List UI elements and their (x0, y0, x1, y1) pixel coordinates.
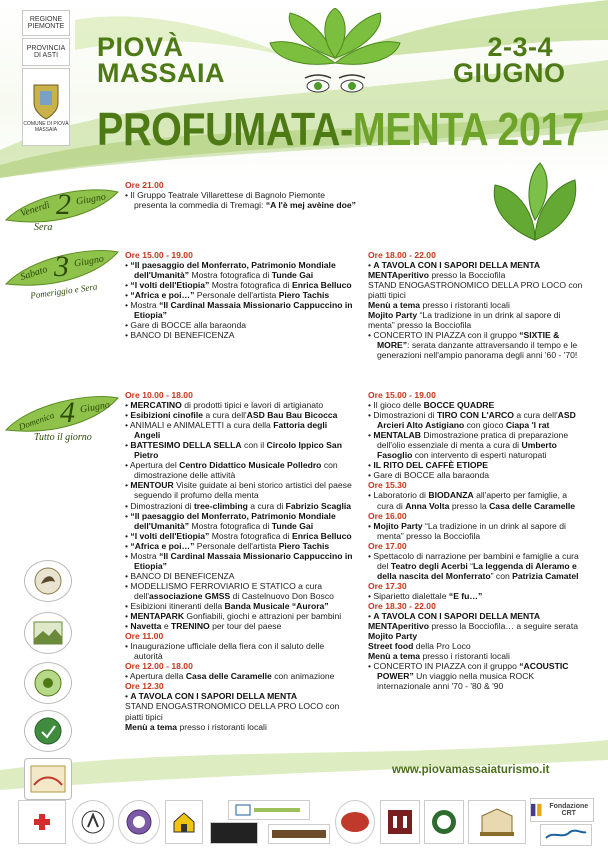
sat-e4b: “Il Cardinal Massaia Missionario Cappuccino in Etiopia” (134, 300, 353, 321)
fondazione-crest-icon (472, 806, 522, 838)
sunday-event-3: • ANIMALI e ANIMALETTI a cura della Fattoria degli Angeli (125, 420, 328, 441)
house-icon (171, 809, 197, 835)
sunday-program-left (125, 390, 355, 732)
partner-logo-4 (24, 710, 72, 752)
sat-r1b: MENTAperitivo (368, 270, 429, 281)
sun-e15b: Gonfiabili, giochi e attrazioni per bambini (184, 611, 342, 622)
saturday-program-right (368, 250, 586, 361)
sunday-event-27: • Spettacolo di narrazione per bambini e famiglie a cura del Teatro degli Acerbi “La leggenda di Aleramo e della nascita del Monferrato” con Patrizia Camatel (368, 550, 579, 581)
sun-e1b: di prodotti tipici e lavori di artigianato (181, 400, 324, 411)
sunday-event-24: • Gare di BOCCE alla baraonda (368, 470, 490, 481)
sun-r1b: BOCCE QUADRE (423, 400, 495, 411)
sun-e17: Inaugurazione ufficiale della fiera con il saluto delle autorità (130, 641, 325, 662)
sun-e19a: A TAVOLA CON I SAPORI DELLA MENTA (130, 691, 298, 702)
sunday-time-2: Ore 11.00 (125, 631, 164, 642)
saturday-day-number: 3 (54, 250, 69, 283)
sunday-time-4: Ore 12.30 (125, 681, 164, 692)
saturday-event-7-details (368, 270, 586, 330)
website-link[interactable]: www.piovamassaiaturismo.it (392, 764, 550, 776)
friday-event-1a: Il Gruppo Teatrale Villarettese di Bagnolo Piemonte (130, 190, 325, 201)
sat-r1e: Menù a tema (368, 300, 421, 311)
sunday-day-label: Domenica (17, 409, 56, 433)
sun-e10c: Piero Tachis (278, 540, 330, 551)
sun-r10h: presso i ristoranti locali (420, 651, 510, 662)
sat-r1d: STAND ENOGASTRONOMICO DELLA PRO LOCO con piatti tipici (368, 280, 583, 301)
sun-r6c: all'aperto per famiglie, a cura di (377, 490, 568, 511)
sun-e8b: Mostra fotografica di (189, 520, 272, 531)
sunday-event-22: • MENTALAB Dimostrazione pratica di preparazione dell'olio essenziale di menta a cura di Umberto Fasoglio con intervento di esperti naturopati (368, 430, 569, 461)
friday-ribbon-text (20, 188, 120, 236)
sat-e2b: Mostra fotografica di (209, 280, 292, 291)
sun-e16a: Navetta (130, 621, 162, 632)
group-emblem-icon (33, 716, 63, 746)
sunday-event-26: • Mojito Party “La tradizione in un drink al sapore di menta” presso la Bocciofila (368, 520, 566, 541)
sunday-event-28: • Siparietto dialettale “E fu…” (368, 590, 483, 601)
sunday-day-number: 4 (60, 396, 75, 429)
sun-r3c: Umberto Fasoglio (377, 440, 557, 461)
sponsor-logo-13 (540, 824, 592, 846)
sun-r8a: Spettacolo di narrazione per bambini e famiglie a cura del (373, 550, 579, 571)
sun-r10d: Mojito Party (368, 631, 418, 642)
saturday-ribbon-text (20, 250, 125, 302)
sun-e5b: Centro Didattico Musicale Polledro (179, 460, 322, 471)
event-dates (453, 32, 566, 88)
sun-r2c: a cura dell' (513, 410, 558, 421)
crest-icon (30, 81, 62, 121)
crt-label: Fondazione CRT (549, 803, 589, 817)
sun-r7a: Mojito Party (373, 520, 423, 531)
sunday-event-15: • MENTAPARK Gonfiabili, giochi e attrazioni per bambini (125, 611, 342, 622)
sun-r2e: con gioco (464, 420, 506, 431)
saturday-event-2: • “I volti dell'Etiopia” Mostra fotografica di Enrica Belluco (125, 280, 352, 291)
sat-e1a: “Il paesaggio del Monferrato, Patrimonio Mondiale dell'Umanità” (130, 260, 336, 281)
sat-e2c: Enrica Belluco (291, 280, 352, 291)
sunday-event-19-details (125, 701, 355, 731)
friday-time-1: Ore 21.00 (125, 180, 164, 190)
dates-line1: 2-3-4 (487, 32, 553, 62)
sun-e11a: Mostra (130, 550, 160, 561)
sunday-event-30: • CONCERTO IN PIAZZA con il gruppo “ACOUSTIC POWER” Un viaggio nella musica ROCK internazionale anni '70 - '80 & '90 (368, 661, 569, 692)
sat-r2c: : serata danzante attraversando il tempo e le generazioni nell'ampio panorama degli anni '60 - '70! (377, 340, 578, 361)
tourism-emblem-icon (30, 765, 66, 793)
sun-r9a: Siparietto dialettale (373, 590, 449, 601)
landscape-emblem-icon (33, 621, 63, 645)
sponsor-logo-8 (335, 800, 375, 844)
place-line1: PIOVÀ (97, 32, 184, 62)
sunday-event-2: • Esibizioni cinofile a cura dell'ASD Bau Bau Bicocca (125, 410, 338, 421)
sun-r9b: “E fu…” (448, 590, 483, 601)
event-title (97, 104, 584, 154)
sun-e4a: BATTESIMO DELLA SELLA (130, 440, 242, 451)
saturday-month-label: Giugno (73, 253, 105, 270)
sponsor-logo-9 (380, 800, 420, 844)
sun-e5c: con dimostrazione delle attività (134, 460, 338, 481)
sunday-sub-label: Tutto il giorno (34, 432, 92, 443)
sun-e7a: Dimostrazioni di (130, 500, 194, 511)
sat-e2a: “I volti dell'Etiopia” (130, 280, 210, 291)
sunday-event-25: • Laboratorio di BIODANZA all'aperto per famiglie, a cura di Anna Volta presso la Casa delle Caramelle (368, 490, 576, 511)
sponsor-logo-prima-casa (165, 800, 203, 844)
sunday-event-5: • Apertura del Centro Didattico Musicale Polledro con dimostrazione delle attività (125, 460, 338, 481)
sunday-event-16: • Navetta e TRENINO per tour del paese (125, 621, 282, 632)
sunday-time-7: Ore 16.00 (368, 510, 407, 521)
friday-month-label: Giugno (75, 191, 107, 208)
saturday-sub-label: Pomeriggio e Sera (29, 281, 98, 301)
title-part1: PROFUMATA- (97, 103, 353, 155)
saturday-event-6: • BANCO DI BENEFICENZA (125, 330, 235, 341)
sun-r6d: Anna Volta (405, 500, 450, 511)
sun-e2b: a cura dell' (202, 410, 247, 421)
friday-program (125, 180, 365, 210)
friday-event-1c: “A l'è mej avèine doe” (265, 200, 356, 211)
sun-r2f: Ciapa 'l rat (505, 420, 550, 431)
sun-e8c: Tunde Gai (271, 520, 314, 531)
sunday-time-9: Ore 17.30 (368, 580, 407, 591)
sunday-event-18: • Apertura della Casa delle Caramelle con animazione (125, 671, 335, 682)
saturday-event-5: • Gare di BOCCE alla baraonda (125, 320, 247, 331)
round-logo-icon (430, 808, 458, 836)
sun-e6a: MENTOUR (130, 480, 174, 491)
red-cross-icon (32, 812, 52, 832)
sun-e18a: Apertura della (129, 671, 186, 682)
saturday-event-7: • A TAVOLA CON I SAPORI DELLA MENTA (368, 260, 541, 271)
sun-e18c: con animazione (271, 671, 335, 682)
sunday-event-20: • Il gioco delle BOCCE QUADRE (368, 400, 495, 411)
sun-r10b: MENTAperitivo (368, 621, 429, 632)
sat-e3c: Piero Tachis (278, 290, 330, 301)
sponsor-logo-7 (268, 824, 330, 844)
partner-logo-5 (24, 758, 72, 800)
sunday-event-9: • “I volti dell'Etiopia” Mostra fotografica di Enrica Belluco (125, 530, 352, 541)
friday-event-1b: presenta la commedia di Tremagi: (134, 200, 266, 211)
sun-r2a: Dimostrazioni di (373, 410, 437, 421)
sat-r2a: CONCERTO IN PIAZZA con il gruppo (373, 330, 520, 341)
sunday-event-4: • BATTESIMO DELLA SELLA con il Circolo Ippico San Pietro (125, 440, 342, 461)
sun-e19c: Menù a tema (125, 721, 178, 732)
sun-r3b: Dimostrazione pratica di preparazione dell'olio essenziale di menta a cura di (377, 430, 569, 451)
figure-emblem-icon (80, 809, 106, 835)
sun-r11b: “ACOUSTIC POWER” (377, 661, 569, 682)
sun-r3d: con intervento di esperti naturopati (412, 450, 547, 461)
sun-r3a: MENTALAB (373, 430, 421, 441)
sunday-time-3: Ore 12.00 - 18.00 (125, 661, 193, 672)
sun-e14b: Banda Musicale “Aurora” (224, 600, 329, 611)
sat-e3b: Personale dell'artista (194, 290, 279, 301)
sat-e3a: “Africa e poi…” (130, 290, 195, 301)
sunday-event-7: • Dimostrazioni di tree-climbing a cura di Fabrizio Scaglia (125, 500, 352, 511)
sun-r10a: A TAVOLA CON I SAPORI DELLA MENTA (373, 611, 541, 622)
saturday-time-1: Ore 15.00 - 19.00 (125, 250, 193, 260)
badge-stamp-icon (340, 811, 370, 833)
sun-r8d: La leggenda di Aleramo e della nascita del Monferrato (377, 560, 577, 581)
saturday-event-1: • “Il paesaggio del Monferrato, Patrimonio Mondiale dell'Umanità” Mostra fotografica di Tunde Gai (125, 260, 336, 281)
sunday-event-23: • IL RITO DEL CAFFÈ ETIOPE (368, 460, 489, 471)
sun-e7d: Fabrizio Scaglia (285, 500, 352, 511)
sat-r1g: Mojito Party (368, 310, 418, 321)
sun-e2a: Esibizioni cinofile (130, 410, 203, 421)
sun-e11b: “Il Cardinal Massaia Missionario Cappuccino in Etiopia” (134, 550, 353, 571)
sunday-ribbon-text (18, 396, 123, 448)
sun-r6e: presso la (449, 500, 490, 511)
regione-logo-label: REGIONE PIEMONTE (27, 16, 65, 30)
sun-e19b: STAND ENOGASTRONOMICO DELLA PRO LOCO con piatti tipici (125, 701, 340, 722)
sunday-event-17: • Inaugurazione ufficiale della fiera con il saluto delle autorità (125, 641, 325, 662)
sun-r8f: Patrizia Camatel (512, 570, 579, 581)
sun-r10g: Menù a tema (368, 651, 421, 662)
sun-r11c: Un viaggio nella musica ROCK internazionale anni '70 - '80 & '90 (377, 671, 535, 692)
sun-e9c: Enrica Belluco (291, 530, 352, 541)
sponsor-logo-fondazione-asti (468, 800, 526, 844)
building-icon (386, 808, 414, 836)
sat-r2b: “SIXTIE & MORE” (377, 330, 560, 351)
sun-e10a: “Africa e poi…” (130, 540, 195, 551)
saturday-day-label: Sabato (18, 263, 49, 284)
sun-e4c: Circolo Ippico San Pietro (134, 440, 342, 461)
sun-e1a: MERCATINO (130, 400, 182, 411)
sun-r2d: ASD Arcieri Alto Astigiano (377, 410, 576, 431)
sun-e18b: Casa delle Caramelle (185, 671, 272, 682)
circle-seal-icon (125, 808, 153, 836)
sunday-program-right (368, 390, 586, 691)
sun-e6b: Visite guidate ai beni storico artistici del paese seguendo il profumo della menta (134, 480, 352, 501)
place-line2: MASSAIA (97, 58, 226, 88)
sun-e8a: “Il paesaggio del Monferrato, Patrimonio Mondiale dell'Umanità” (130, 510, 336, 531)
sun-e13b: associazione GMSS (149, 590, 231, 601)
partner-logo-2 (24, 612, 72, 654)
sun-e14a: Esibizioni itineranti della (130, 600, 225, 611)
sunday-time-6: Ore 15.30 (368, 480, 407, 491)
sun-e19d: presso i ristoranti locali (177, 721, 267, 732)
sun-r10e: Street food (368, 641, 414, 652)
sunday-event-1: • MERCATINO di prodotti tipici e lavori di artigianato (125, 400, 324, 411)
sunday-time-8: Ore 17.00 (368, 540, 407, 551)
provincia-logo-label: PROVINCIA DI ASTI (26, 45, 66, 59)
saturday-event-3: • “Africa e poi…” Personale dell'artista Piero Tachis (125, 290, 330, 301)
sat-r1c: presso la Bocciofila (428, 270, 506, 281)
mint-leaf-face-illustration (265, 8, 405, 108)
sun-r8c: “ (467, 560, 473, 571)
sun-r6a: Laboratorio di (373, 490, 429, 501)
sun-r10f: della Pro Loco (413, 641, 471, 652)
sunday-event-12: • BANCO DI BENEFICENZA (125, 570, 235, 581)
sun-e2c: ASD Bau Bau Bicocca (246, 410, 338, 421)
sun-r8b: Teatro degli Acerbi (390, 560, 468, 571)
bocce-emblem-icon (33, 668, 63, 698)
sun-e13c: di Castelnuovo Don Bosco (230, 590, 334, 601)
sponsor-logo-5 (210, 822, 258, 844)
sat-e1b: Mostra fotografica di (189, 270, 272, 281)
dates-line2: GIUGNO (453, 58, 566, 88)
sun-e9b: Mostra fotografica di (209, 530, 292, 541)
sun-r2b: TIRO CON L'ARCO (436, 410, 514, 421)
comune-crest-logo (22, 68, 70, 146)
sun-e4b: con il (241, 440, 267, 451)
friday-sub-label: Sera (34, 222, 53, 233)
friday-day-label: Venerdì (19, 199, 52, 220)
sunday-event-10: • “Africa e poi…” Personale dell'artista Piero Tachis (125, 540, 330, 551)
sunday-event-21: • Dimostrazioni di TIRO CON L'ARCO a cura dell'ASD Arcieri Alto Astigiano con gioco Ciapa 'l rat (368, 410, 576, 431)
sun-e12: BANCO DI BENEFICENZA (130, 570, 235, 581)
sunday-time-5: Ore 15.00 - 19.00 (368, 390, 436, 400)
sunday-time-1: Ore 10.00 - 18.00 (125, 390, 193, 400)
sat-r1h: “La tradizione in un drink al sapore di menta” presso la Bocciofila (368, 310, 561, 331)
partner-logo-3 (24, 662, 72, 704)
comune-logo-label: COMUNE DI PIOVÀ MASSAIA (23, 121, 69, 133)
sun-e5a: Apertura del (129, 460, 180, 471)
sponsor-logo-3 (118, 800, 160, 844)
sponsor-logo-unesco (228, 800, 310, 820)
sunday-event-11: • Mostra “Il Cardinal Massaia Missionario Cappuccino in Etiopia” (125, 550, 353, 571)
sat-e6: BANCO DI BENEFICENZA (130, 330, 235, 341)
sun-r11a: CONCERTO IN PIAZZA con il gruppo (373, 661, 520, 672)
sat-r1f: presso i ristoranti locali (420, 300, 510, 311)
sun-e7c: a cura di (247, 500, 286, 511)
sponsor-logo-10 (424, 800, 464, 844)
crt-mark-icon (531, 803, 542, 817)
sunday-event-29-details (368, 621, 586, 661)
sun-e9a: “I volti dell'Etiopia” (130, 530, 210, 541)
sun-e16c: TRENINO (171, 621, 210, 632)
bird-emblem-icon (33, 566, 63, 596)
sunday-event-6: • MENTOUR Visite guidate ai beni storico artistici del paese seguendo il profumo della menta (125, 480, 352, 501)
saturday-time-2: Ore 18.00 - 22.00 (368, 250, 436, 260)
sunday-month-label: Giugno (79, 399, 111, 416)
friday-day-number: 2 (56, 188, 71, 221)
sun-r6b: BIODANZA (428, 490, 474, 501)
sun-e15a: MENTAPARK (130, 611, 185, 622)
sun-e3b: Fattoria degli Angeli (134, 420, 328, 441)
saturday-event-4: • Mostra “Il Cardinal Massaia Missionario Cappuccino in Etiopia” (125, 300, 353, 321)
sun-e16b: e (161, 621, 172, 632)
sunday-time-10: Ore 18.30 - 22.00 (368, 600, 436, 611)
saturday-program-left (125, 250, 365, 340)
sat-e1c: Tunde Gai (271, 270, 314, 281)
unesco-emblem-icon (234, 803, 304, 817)
sat-e5: Gare di BOCCE alla baraonda (130, 320, 247, 331)
sun-e3a: ANIMALI e ANIMALETTI a cura della (129, 420, 274, 431)
sunday-event-8: • “Il paesaggio del Monferrato, Patrimonio Mondiale dell'Umanità” Mostra fotografica di Tunde Gai (125, 510, 336, 531)
provincia-asti-logo (22, 38, 70, 66)
sponsor-logo-red-cross (18, 800, 66, 844)
place-name (97, 34, 225, 86)
wave-logo-icon (544, 828, 588, 842)
friday-event-1: • Il Gruppo Teatrale Villarettese di Bagnolo Piemonte presenta la commedia di Tremagi: “A l'è mej avèine doe” (125, 190, 356, 211)
partner-logo-1 (24, 560, 72, 602)
sun-e13a: MODELLISMO FERROVIARIO E STATICO a cura dell' (130, 580, 323, 601)
sun-e10b: Personale dell'artista (194, 540, 279, 551)
sponsor-logo-2 (72, 800, 114, 844)
sunday-event-29: • A TAVOLA CON I SAPORI DELLA MENTA (368, 611, 541, 622)
sunday-event-13: • MODELLISMO FERROVIARIO E STATICO a cura dell'associazione GMSS di Castelnuovo Don Bosco (125, 580, 334, 601)
sun-e7b: tree-climbing (193, 500, 248, 511)
sunday-event-19: • A TAVOLA CON I SAPORI DELLA MENTA (125, 691, 298, 702)
sun-r6f: Casa delle Caramelle (489, 500, 576, 511)
sun-r1a: Il gioco delle (373, 400, 424, 411)
sun-r4a: IL RITO DEL CAFFÈ ETIOPE (373, 460, 489, 471)
saturday-event-8: • CONCERTO IN PIAZZA con il gruppo “SIXTIE & MORE”: serata danzante attraversando il tempo e le generazioni nell'ampio panorama degli anni '60 - '70! (368, 330, 578, 361)
sun-r10c: presso la Bocciofila… a seguire serata (428, 621, 578, 632)
sat-e4a: Mostra (130, 300, 160, 311)
sponsor-logo-fondazione-crt (530, 798, 594, 822)
sun-e16d: per tour del paese (209, 621, 282, 632)
sunday-event-14: • Esibizioni itineranti della Banda Musicale “Aurora” (125, 600, 329, 611)
sun-r5: Gare di BOCCE alla baraonda (373, 470, 490, 481)
mint-sprig-illustration (480, 160, 590, 245)
regione-piemonte-logo (22, 10, 70, 36)
sat-r1a: A TAVOLA CON I SAPORI DELLA MENTA (373, 260, 541, 271)
brand-wordmark-icon (272, 828, 326, 840)
title-part2: MENTA 2017 (352, 103, 584, 155)
sun-r8e: ” con (490, 570, 513, 581)
sun-r7b: “La tradizione in un drink al sapore di menta” presso la Bocciofila (377, 520, 566, 541)
